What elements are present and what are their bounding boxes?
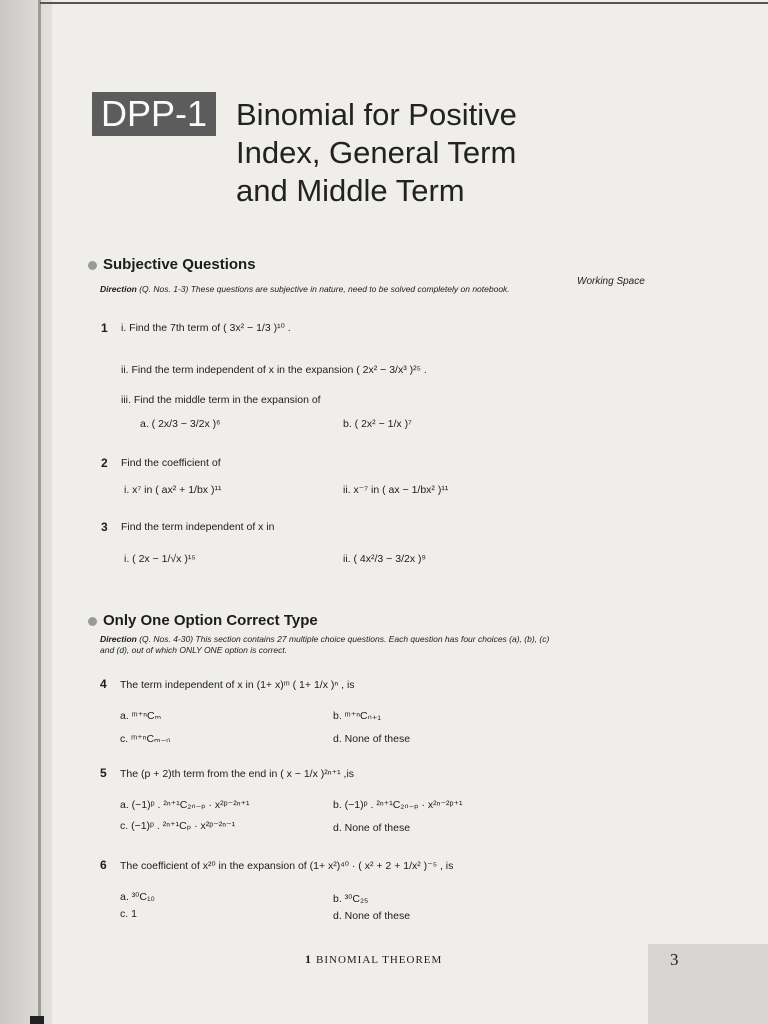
q3-part-ii: ii. ( 4x²/3 − 3/2x )⁹ (343, 553, 426, 565)
q1-part-iii: iii. Find the middle term in the expansion of (121, 394, 321, 406)
subjective-heading (88, 256, 256, 273)
q3-part-i: i. ( 2x − 1/√x )¹⁵ (124, 553, 196, 565)
q6-option-c: c. 1 (120, 908, 137, 920)
footer-chapter-label: BINOMIAL THEOREM (316, 954, 443, 966)
subjective-direction (100, 284, 550, 295)
objective-heading-text: Only One Option Correct Type (103, 612, 318, 629)
page-title (236, 96, 517, 210)
q6-option-d: d. None of these (333, 910, 411, 922)
working-space-label: Working Space (577, 276, 645, 287)
page-corner (648, 944, 768, 1024)
q1-option-b: b. ( 2x² − 1/x )⁷ (343, 418, 412, 430)
bullet-icon (88, 617, 97, 626)
direction-label: Direction (100, 284, 137, 294)
page-binding-shadow (0, 0, 52, 1024)
q4-option-a: a. ᵐ⁺ⁿCₘ (120, 710, 162, 722)
subjective-heading-text: Subjective Questions (103, 256, 256, 273)
title-line-1: Binomial for Positive (236, 97, 517, 132)
question-number: 6 (100, 858, 107, 872)
q2-text: Find the coefficient of (121, 457, 221, 469)
dpp-badge: DPP-1 (92, 92, 216, 136)
top-rule (40, 2, 768, 4)
q4-option-b: b. ᵐ⁺ⁿCₙ₊₁ (333, 710, 381, 722)
q6-option-a: a. ³⁰C₁₀ (120, 891, 155, 903)
q4-option-c: c. ᵐ⁺ⁿCₘ₋ₙ (120, 733, 171, 745)
q4-text: The term independent of x in (1+ x)ᵐ ( 1+ 1/x )ⁿ , is (120, 679, 355, 691)
q5-option-d: d. None of these (333, 822, 411, 834)
question-number: 5 (100, 766, 107, 780)
page-number: 3 (670, 950, 679, 969)
question-number: 4 (100, 677, 107, 691)
q5-text: The (p + 2)th term from the end in ( x − 1/x )²ⁿ⁺¹ ,is (120, 768, 355, 780)
objective-direction (100, 634, 550, 656)
q5-option-b: b. (−1)ᵖ . ²ⁿ⁺¹C₂ₙ₋ₚ · x²ⁿ⁻²ᵖ⁺¹ (333, 799, 463, 811)
q1-part-ii: ii. Find the term independent of x in the expansion ( 2x² − 3/x³ )²⁵ . (121, 364, 427, 376)
q6-text: The coefficient of x²⁰ in the expansion of (1+ x²)⁴⁰ · ( x² + 2 + 1/x² )⁻⁵ , is (120, 860, 454, 872)
bullet-icon (88, 261, 97, 270)
objective-heading (88, 612, 318, 629)
question-number: 3 (101, 520, 108, 534)
title-line-3: and Middle Term (236, 173, 465, 208)
q1-part-i: i. Find the 7th term of ( 3x² − 1/3 )¹⁰ . (121, 322, 291, 334)
footer-chapter (305, 952, 446, 967)
q4-option-d: d. None of these (333, 733, 411, 745)
title-line-2: Index, General Term (236, 135, 517, 170)
pen-tip (30, 1016, 44, 1024)
q2-part-ii: ii. x⁻⁷ in ( ax − 1/bx² )¹¹ (343, 484, 449, 496)
q1-option-a: a. ( 2x/3 − 3/2x )⁶ (140, 418, 221, 430)
question-number: 2 (101, 456, 108, 470)
question-number: 1 (101, 321, 108, 335)
direction-text: (Q. Nos. 1-3) These questions are subjective in nature, need to be solved completely on notebook. (139, 284, 510, 294)
direction-label: Direction (100, 634, 137, 644)
page-edge (38, 0, 41, 1024)
q2-part-i: i. x⁷ in ( ax² + 1/bx )¹¹ (124, 484, 222, 496)
q5-option-c: c. (−1)ᵖ . ²ⁿ⁺¹Cₚ · x²ᵖ⁻²ⁿ⁻¹ (120, 820, 236, 832)
q6-option-b: b. ³⁰C₂₅ (333, 893, 369, 905)
q5-option-a: a. (−1)ᵖ . ²ⁿ⁺¹C₂ₙ₋ₚ · x²ᵖ⁻²ⁿ⁺¹ (120, 799, 250, 811)
q3-text: Find the term independent of x in (121, 521, 275, 533)
direction-text: (Q. Nos. 4-30) This section contains 27 multiple choice questions. Each question has four choices (a), (b), (c) and (d), out of which ONLY ONE option is correct. (100, 634, 550, 655)
footer-chapter-number: 1 (305, 952, 312, 966)
